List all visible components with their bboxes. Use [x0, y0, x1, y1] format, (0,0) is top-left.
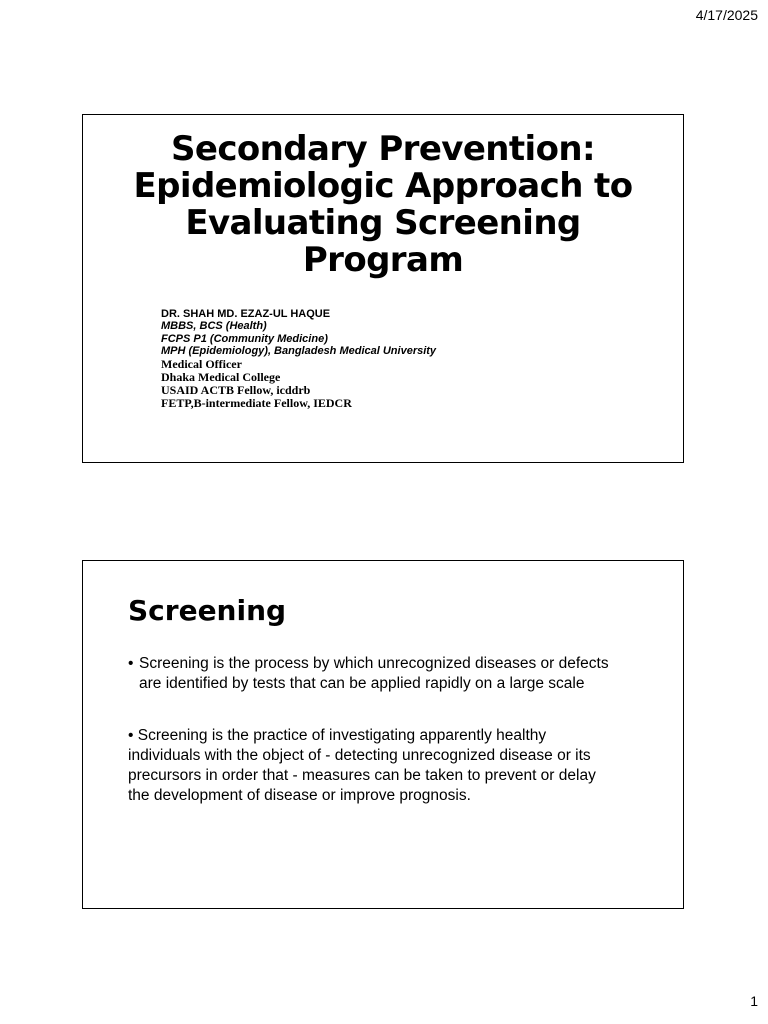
bullet-item — [128, 654, 648, 694]
slide-title — [82, 114, 684, 463]
title-line: Program — [302, 240, 464, 280]
paragraph-line: • Screening is the practice of investigating apparently healthy — [128, 727, 547, 744]
page-number: 1 — [750, 993, 758, 1009]
bullet-text: are identified by tests that can be applied rapidly on a large scale — [139, 675, 585, 692]
paragraph-line: precursors in order that - measures can be taken to prevent or delay — [128, 767, 596, 784]
slide-title-heading — [83, 131, 683, 279]
title-line: Secondary Prevention: — [171, 129, 595, 169]
author-name: DR. SHAH MD. EZAZ-UL HAQUE — [161, 308, 331, 320]
print-date: 4/17/2025 — [695, 7, 758, 23]
bullet-paragraph — [128, 726, 648, 806]
author-fellowship: USAID ACTB Fellow, icddrb — [161, 382, 311, 397]
author-fellowship: FETP,B-intermediate Fellow, IEDCR — [161, 395, 352, 410]
slide-screening — [82, 560, 684, 909]
bullet-marker: • — [128, 655, 134, 672]
slide-heading: Screening — [128, 594, 287, 627]
title-line: Epidemiologic Approach to — [133, 166, 633, 206]
paragraph-line: individuals with the object of - detecting unrecognized disease or its — [128, 747, 591, 764]
author-institution: Dhaka Medical College — [161, 369, 281, 384]
author-degree: FCPS P1 (Community Medicine) — [161, 332, 328, 345]
paragraph-line: the development of disease or improve prognosis. — [128, 787, 471, 804]
bullet-text: Screening is the process by which unrecognized diseases or defects — [139, 655, 609, 672]
author-position: Medical Officer — [161, 356, 242, 371]
author-degree: MPH (Epidemiology), Bangladesh Medical University — [161, 345, 437, 358]
author-block — [161, 308, 436, 410]
author-degree: MBBS, BCS (Health) — [161, 320, 267, 333]
title-line: Evaluating Screening — [185, 203, 581, 243]
